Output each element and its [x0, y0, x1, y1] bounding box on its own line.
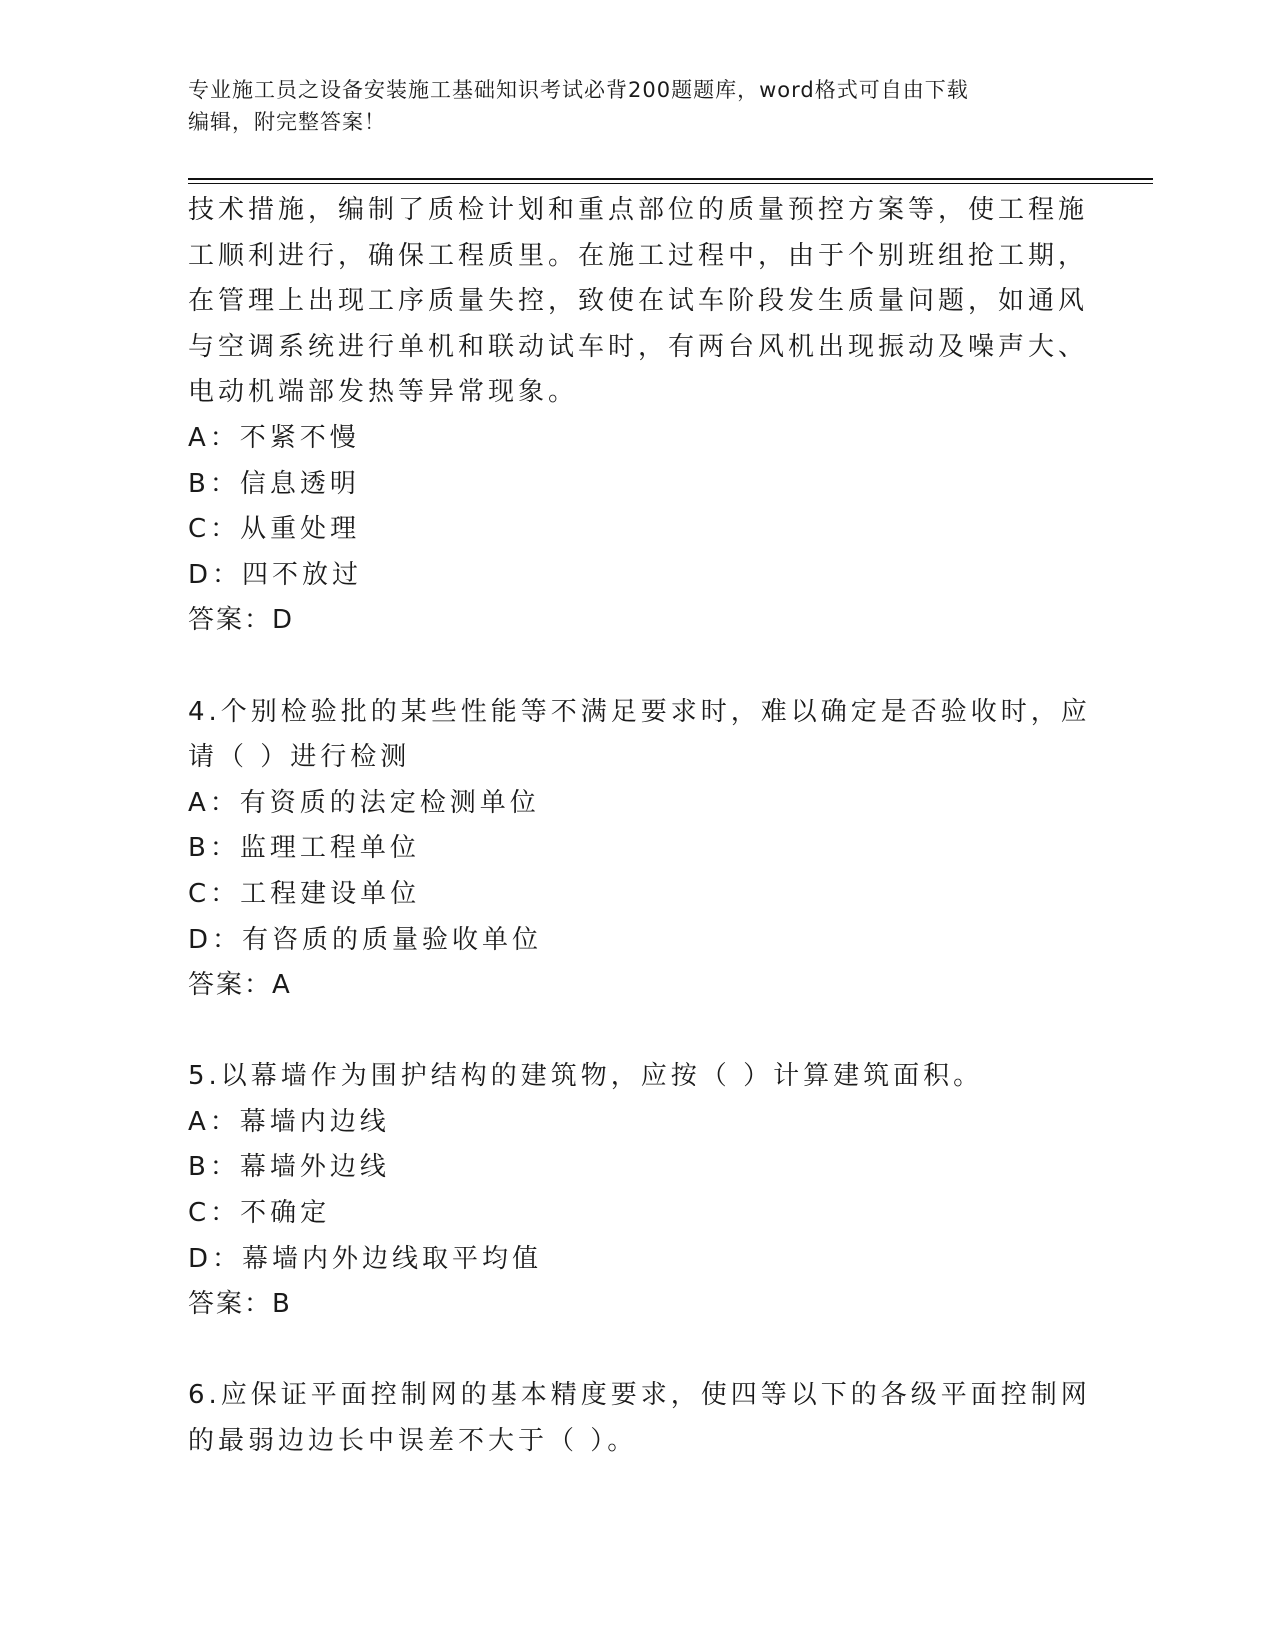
passage-line: 在管理上出现工序质量失控，致使在试车阶段发生质量问题，如通风 [188, 286, 1089, 317]
option-b: B：监理工程单位 [188, 833, 420, 864]
header-title-line-1: 专业施工员之设备安装施工基础知识考试必背200题题库，word格式可自由下载 [188, 78, 969, 102]
question-6 [188, 1373, 1091, 1464]
option-c: C：从重处理 [188, 514, 361, 545]
option-c: C：工程建设单位 [188, 878, 421, 909]
passage-line: 工顺利进行，确保工程质里。在施工过程中，由于个别班组抢工期， [188, 240, 1089, 271]
question-6-stem: 的最弱边边长中误差不大于（ ）。 [188, 1426, 638, 1457]
passage-line: 与空调系统进行单机和联动试车时，有两台风机出现振动及噪声大、 [188, 331, 1089, 362]
option-a: A：不紧不慢 [188, 422, 360, 453]
spacer [188, 1009, 1068, 1055]
option-b: B：幕墙外边线 [188, 1152, 390, 1183]
option-a: A：幕墙内边线 [188, 1106, 390, 1137]
option-d: D：四不放过 [188, 559, 363, 590]
question-6-stem: 6.应保证平面控制网的基本精度要求，使四等以下的各级平面控制网 [188, 1380, 1091, 1411]
document-header [188, 74, 1068, 138]
question-3-answer: 答案：D [188, 605, 295, 636]
question-4-stem: 请（ ）进行检测 [188, 742, 411, 773]
option-c: C：不确定 [188, 1198, 331, 1229]
header-divider-thin [188, 183, 1153, 184]
question-3-options [188, 416, 1068, 644]
header-title-line-2: 编辑，附完整答案！ [188, 110, 386, 134]
passage-line: 技术措施，编制了质检计划和重点部位的质量预控方案等，使工程施 [188, 195, 1089, 225]
header-divider-thick [188, 178, 1153, 180]
option-d: D：幕墙内外边线取平均值 [188, 1243, 543, 1274]
option-d: D：有咨质的质量验收单位 [188, 924, 543, 955]
question-5-stem: 5.以幕墙作为围护结构的建筑物，应按（ ）计算建筑面积。 [188, 1061, 984, 1092]
document-body [188, 188, 1091, 1465]
option-b: B：信息透明 [188, 468, 360, 499]
question-4-stem: 4.个别检验批的某些性能等不满足要求时，难以确定是否验收时，应 [188, 696, 1091, 727]
question-4-answer: 答案：A [188, 970, 292, 1001]
passage-line: 电动机端部发热等异常现象。 [188, 377, 579, 408]
spacer [188, 1328, 1068, 1374]
option-a: A：有资质的法定检测单位 [188, 787, 540, 818]
spacer [188, 644, 1068, 690]
question-5 [188, 1054, 1068, 1328]
question-5-answer: 答案：B [188, 1289, 292, 1320]
question-4 [188, 690, 1091, 1009]
question-3-passage [188, 188, 1089, 416]
